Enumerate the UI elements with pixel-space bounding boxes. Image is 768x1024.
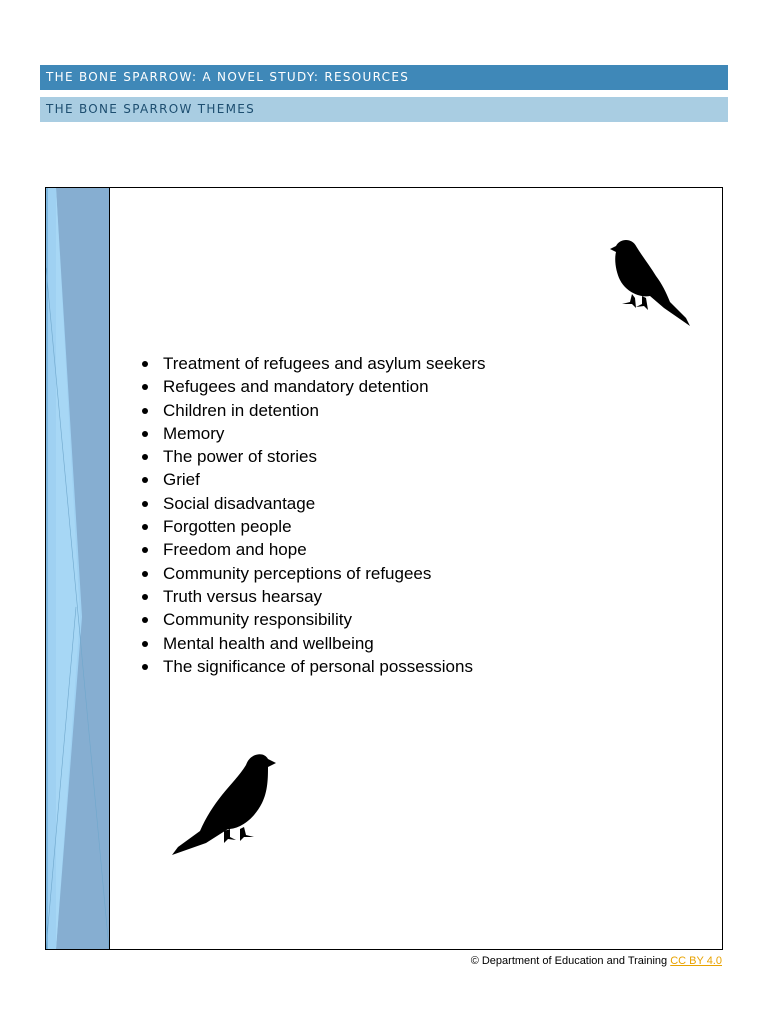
- license-link[interactable]: CC BY 4.0: [670, 955, 722, 967]
- section-title-bar: [40, 97, 728, 122]
- theme-item: Treatment of refugees and asylum seekers: [138, 352, 486, 375]
- sparrow-icon: [164, 743, 284, 861]
- theme-item: Community responsibility: [138, 608, 486, 631]
- theme-item: Grief: [138, 468, 486, 491]
- themes-list: [138, 352, 486, 678]
- themes-panel: [45, 187, 723, 950]
- theme-item: Memory: [138, 422, 486, 445]
- section-title: THE BONE SPARROW THEMES: [46, 102, 256, 116]
- theme-item: Community perceptions of refugees: [138, 562, 486, 585]
- document-title-bar: [40, 65, 728, 90]
- copyright-text: © Department of Education and Training: [470, 955, 668, 967]
- theme-item: Freedom and hope: [138, 538, 486, 561]
- side-decoration: [46, 188, 110, 949]
- theme-item: Truth versus hearsay: [138, 585, 486, 608]
- footer: [471, 955, 722, 967]
- theme-item: The significance of personal possessions: [138, 655, 486, 678]
- theme-item: Social disadvantage: [138, 492, 486, 515]
- theme-item: Forgotten people: [138, 515, 486, 538]
- theme-item: Refugees and mandatory detention: [138, 375, 486, 398]
- theme-item: Mental health and wellbeing: [138, 632, 486, 655]
- theme-item: The power of stories: [138, 445, 486, 468]
- theme-item: Children in detention: [138, 399, 486, 422]
- document-title: THE BONE SPARROW: A NOVEL STUDY: RESOURCES: [46, 70, 410, 84]
- sparrow-icon: [606, 228, 706, 328]
